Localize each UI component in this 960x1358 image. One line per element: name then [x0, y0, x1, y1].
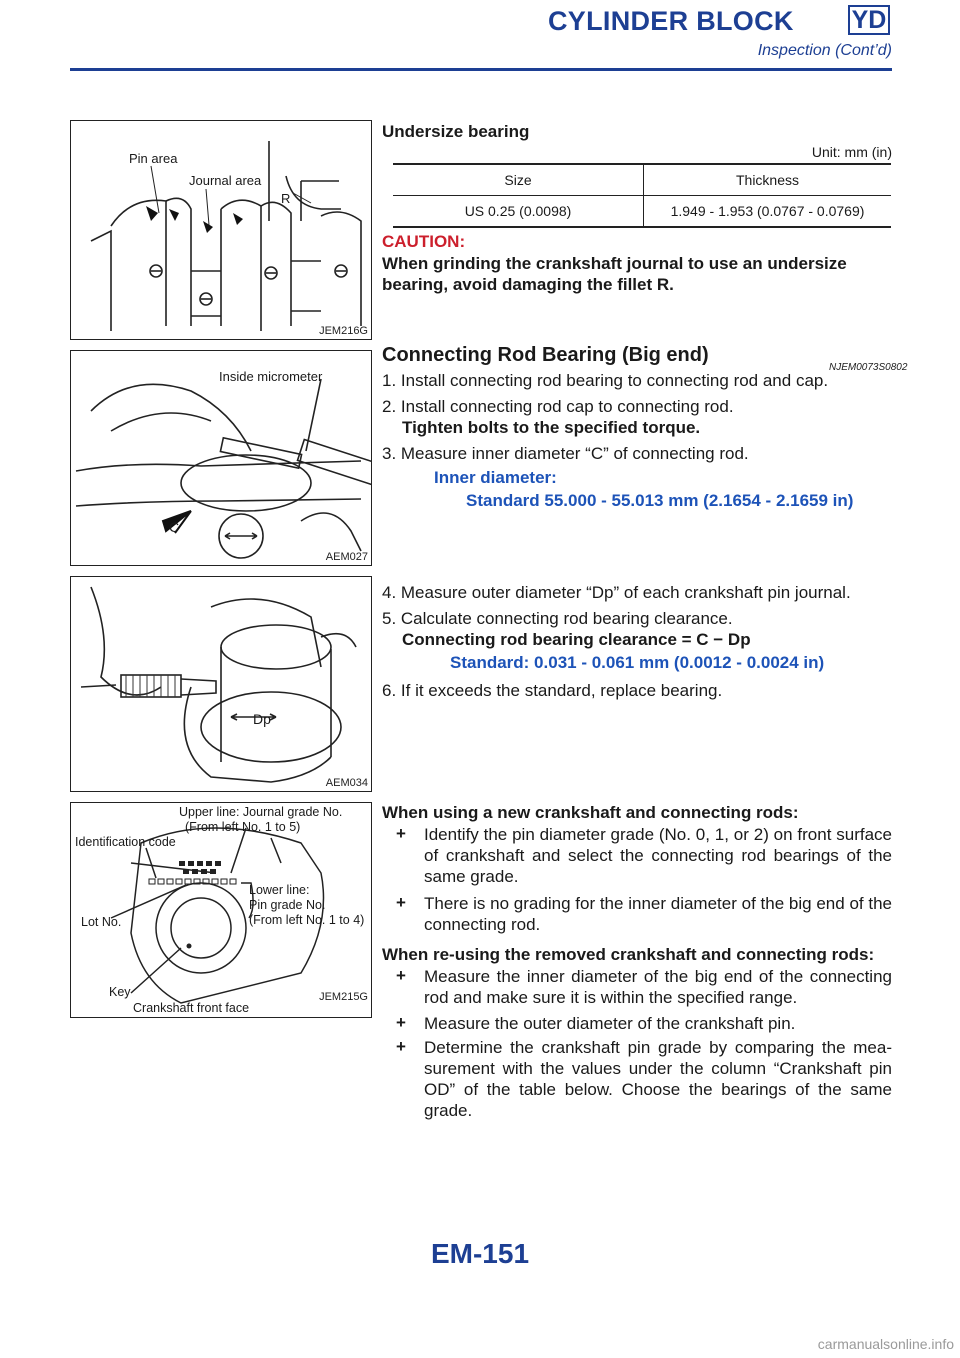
figure-id: AEM034	[325, 777, 368, 789]
figure-inside-micrometer	[70, 350, 372, 566]
header-rule	[70, 68, 892, 71]
label-dp: Dp	[253, 711, 271, 727]
label-fillet-r: R	[281, 191, 291, 206]
cell-size: US 0.25 (0.0098)	[393, 196, 644, 228]
step-3: 3. Measure inner diameter “C” of connecting rod.	[382, 444, 749, 463]
step-5-formula: Connecting rod bearing clearance = C − Dp	[402, 630, 751, 649]
list-item: Identify the pin diameter grade (No. 0, 1, or 2) on front surface of crankshaft and select the connecting rod bearings of the same grade.	[424, 825, 892, 886]
list-item: Measure the inner diameter of the big end of the connecting rod and make sure it is within the specified range.	[424, 967, 892, 1007]
label-journal-area: Journal area	[189, 173, 262, 188]
watermark: carmanualsonline.info	[817, 1336, 954, 1352]
figure-crankshaft-fillet	[70, 120, 372, 340]
inner-diameter-label: Inner diameter:	[434, 468, 557, 487]
label-upper-line: Upper line: Journal grade No.	[179, 805, 343, 819]
engine-code-badge: YD	[848, 5, 890, 35]
label-lot-no: Lot No.	[81, 915, 122, 929]
figure-id: JEM216G	[319, 325, 368, 337]
label-c: C	[169, 519, 180, 535]
caution-line-1: When grinding the crankshaft journal to use an undersize	[382, 254, 847, 273]
list-item: Determine the crankshaft pin grade by comparing the mea-surement with the values under the column “Crankshaft pin OD” of the table below. Choose the bearings of the same grade.	[424, 1038, 892, 1120]
bullet-mark: +	[396, 1013, 406, 1032]
label-crankshaft-front-face: Crankshaft front face	[133, 1001, 250, 1015]
figure-identification-code	[70, 802, 372, 1018]
page-number: EM-151	[430, 1238, 530, 1269]
col-size: Size	[393, 164, 644, 196]
pin-diameter-drawing	[71, 577, 371, 791]
bullet-mark: +	[396, 966, 406, 985]
step-2-note: Tighten bolts to the specified torque.	[402, 418, 701, 437]
figure-id: JEM215G	[319, 991, 368, 1003]
table-row	[393, 196, 891, 228]
label-identification-code: Identification code	[75, 835, 176, 849]
bullet-mark: +	[396, 1037, 406, 1056]
col-thickness: Thickness	[644, 164, 892, 196]
clearance-standard: Standard: 0.031 - 0.061 mm (0.0012 - 0.0024 in)	[450, 653, 825, 672]
undersize-table	[393, 163, 891, 228]
section-subtitle: Inspection (Cont’d)	[757, 42, 892, 59]
label-lower-line: Lower line:	[249, 883, 310, 897]
bullet-mark: +	[396, 824, 406, 843]
cell-thickness: 1.949 - 1.953 (0.0767 - 0.0769)	[644, 196, 892, 228]
table-header-row	[393, 164, 891, 196]
undersize-heading: Undersize bearing	[382, 122, 530, 141]
label-key: Key	[109, 985, 131, 999]
label-upper-range: (From left No. 1 to 5)	[185, 820, 301, 834]
label-pin-grade: Pin grade No.	[249, 898, 326, 912]
figure-pin-diameter	[70, 576, 372, 792]
reference-code: NJEM0073S0802	[829, 362, 908, 373]
step-2: 2. Install connecting rod cap to connecting rod.	[382, 397, 734, 416]
unit-label: Unit: mm (in)	[811, 144, 892, 160]
inner-diameter-standard: Standard 55.000 - 55.013 mm (2.1654 - 2.1659 in)	[466, 491, 854, 510]
list-item: There is no grading for the inner diameter of the big end of the connecting rod.	[424, 894, 892, 934]
caution-line-2: bearing, avoid damaging the fillet R.	[382, 275, 674, 294]
crankshaft-fillet-drawing	[71, 121, 371, 339]
step-1: 1. Install connecting rod bearing to connecting rod and cap.	[382, 371, 829, 390]
section-title: CYLINDER BLOCK	[548, 6, 794, 36]
reused-parts-heading: When re-using the removed crankshaft and connecting rods:	[382, 945, 875, 964]
step-6: 6. If it exceeds the standard, replace bearing.	[382, 681, 723, 700]
figure-id: AEM027	[325, 551, 368, 563]
label-pin-area: Pin area	[129, 151, 178, 166]
caution-heading: CAUTION:	[382, 232, 466, 251]
list-item: Measure the outer diameter of the crankshaft pin.	[424, 1014, 796, 1033]
step-5: 5. Calculate connecting rod bearing clearance.	[382, 609, 733, 628]
conrod-heading: Connecting Rod Bearing (Big end)	[382, 344, 709, 366]
step-4: 4. Measure outer diameter “Dp” of each crankshaft pin journal.	[382, 583, 851, 602]
bullet-mark: +	[396, 893, 406, 912]
label-inside-micrometer: Inside micrometer	[219, 369, 323, 384]
label-pin-range: (From left No. 1 to 4)	[249, 913, 365, 927]
new-parts-heading: When using a new crankshaft and connecting rods:	[382, 803, 799, 822]
